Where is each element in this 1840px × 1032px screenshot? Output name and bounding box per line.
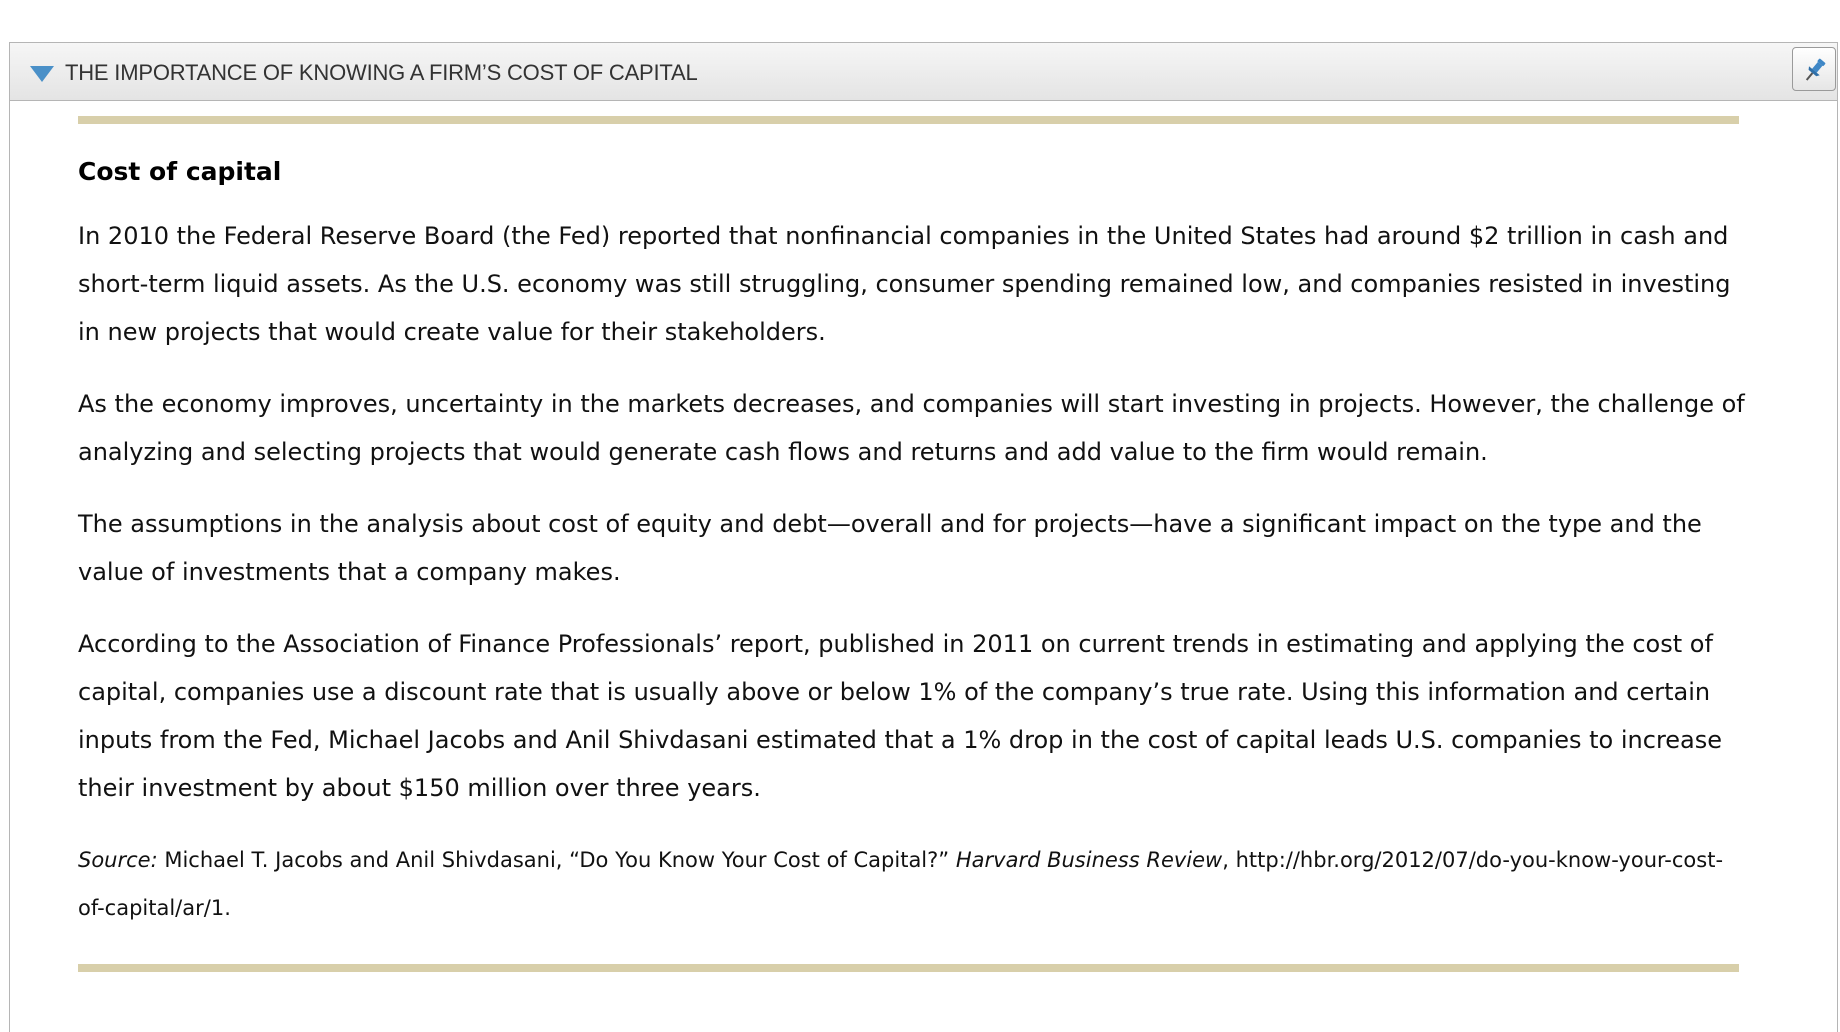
collapsible-panel (9, 42, 1838, 1032)
top-divider (78, 116, 1739, 124)
source-authors: Michael T. Jacobs and Anil Shivdasani, “Do You Know Your Cost of Capital?” (157, 848, 956, 872)
source-url: , http://hbr.org/2012/07/do-you-know-your-cost-of-capital/ar/1. (78, 848, 1724, 920)
source-publication: Harvard Business Review (955, 848, 1223, 872)
article-paragraph-2: As the economy improves, uncertainty in the markets decreases, and companies will start investing in projects. However, the challenge of analyzing and selecting projects that would generate cash flows and returns and add value to the firm would remain. (78, 390, 1745, 466)
pin-button[interactable] (1792, 47, 1836, 91)
bottom-divider (78, 964, 1739, 972)
pushpin-icon (1800, 55, 1830, 85)
source-citation (78, 836, 1748, 932)
article-heading: Cost of capital (78, 157, 282, 186)
source-label: Source: (78, 848, 158, 872)
article-paragraph-1: In 2010 the Federal Reserve Board (the Fed) reported that nonfinancial companies in the United States had around $2 trillion in cash and short-term liquid assets. As the U.S. economy was still struggling, consumer spending remained low, and companies resisted in investing in new projects that would create value for their stakeholders. (78, 222, 1731, 346)
panel-title: THE IMPORTANCE OF KNOWING A FIRM’S COST OF CAPITAL (65, 60, 698, 85)
article-body (78, 143, 1748, 932)
panel-header[interactable] (10, 43, 1837, 101)
article-paragraph-3: The assumptions in the analysis about cost of equity and debt—overall and for projects—have a significant impact on the type and the value of investments that a company makes. (78, 510, 1702, 586)
triangle-down-icon[interactable] (28, 63, 56, 85)
article-paragraph-4: According to the Association of Finance Professionals’ report, published in 2011 on current trends in estimating and applying the cost of capital, companies use a discount rate that is usually above or below 1% of the company’s true rate. Using this information and certain inputs from the Fed, Michael Jacobs and Anil Shivdasani estimated that a 1% drop in the cost of capital leads U.S. companies to increase their investment by about $150 million over three years. (78, 630, 1723, 802)
